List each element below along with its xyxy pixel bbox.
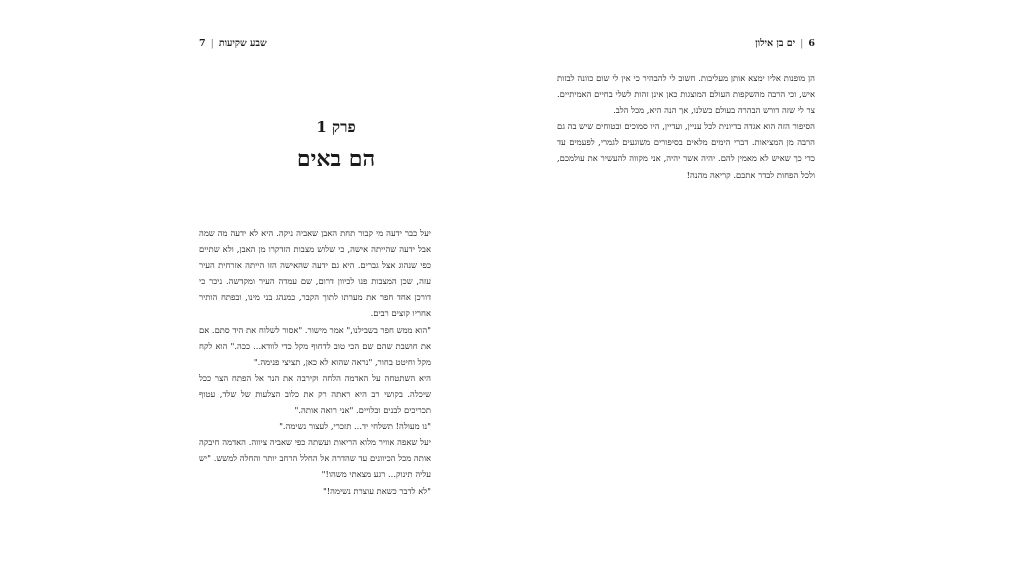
running-header-right [755,38,815,49]
paragraph: היא השתטחה על האדמה הלחה וקירבה את הנר אל הפתח הצר ככל שיכלה. בקושי רב היא ראתה רק את כלוב הצלעות של שלד, עטוף תכריכים לבנים ובלויים. "אני רואה אותה." [199,372,431,416]
paragraph: "לא לדבר כשאת עוצרת נשימה!" [322,485,431,496]
right-page [557,0,815,576]
left-page [199,0,431,576]
book-spread [157,0,867,576]
chapter-number: פרק 1 [316,118,356,136]
header-separator: | [800,38,804,49]
page-number: 7 [199,38,206,49]
running-header-title: ים בן אילון [755,38,796,49]
body-text [557,70,815,183]
paragraph: "נו מעולה! תשלחי יד... תזכרי, לעצור נשימה." [279,421,431,432]
paragraph: הן מופנות אליו ימצא אותן מעליבות. חשוב לי להבהיר כי אין לי שום כוונה לבזות איש, וכי הרבה מהשקפות העולם המוצגות כאן אינן זהות לשלי בחיים האמיתיים. צר לי שזה דורש הבהרה בעולם כשלנו, אך הנה היא, מכל הלב. [557,73,815,116]
paragraph: "הוא ממש חפר בשבילנו," אמר מישור. "אסור לשלוח את היד סתם. אם את חושבת שהם שם הכי טוב לדחוף מקל כדי לוודא... ככה." הוא לקח מקל וחיטט בחור, "נראה שהוא לא כאן, תציצי פנימה." [199,324,431,367]
body-text [199,225,431,499]
running-header-title: שבע שקיעות [218,38,267,49]
paragraph: הסיפור הזה הוא אגדה בדיונית לכל עניין, ועדיין, היו סמוכים ובטוחים שיש בה גם הרבה מן המציאות. דברי הימים מלאים בסיפורים משוגעים לגמרי, לפעמים עד כדי כך שאיש לא מאמין להם. יהיה אשר יהיה, אני מקווה להעשיר את עולמכם, ולכל הפחות לבדר אתכם. קריאה מהנה! [557,121,815,180]
page-number: 6 [808,38,815,49]
paragraph: יעל כבר ידעה מי קבור תחת האבן שאביה ניקה. היא לא ידעה מה שמה אבל ידעה שהייתה אישה, כי שלוש מצבות הזדקרו מן האבן, ולא שתיים כפי שנהוג אצל גברים. היא גם ידעה שהאישה הזו הייתה אזרחית העיר עזה, שכן המצבות פנו לכיוון דרום, שם עמדה העיר ומקדשה. ניכר כי דורכן אחד חפר את מערתו לתוך הקבר, כמנהג בני מינו, ובפתח הותיר אחריו קוצים רבים. [199,228,431,319]
header-separator: | [210,38,214,49]
running-header-left [199,38,267,49]
chapter-title: הם באים [296,146,376,172]
paragraph: יעל שאפה אוויר מלוא הריאות ועשתה כפי שאביה ציווה. האדמה חיבקה אותה מכל הכיוונים עד שהדרה אל החלל הרחב יותר והחלה למשש. "יש עליה תינוק... רגע מצאתי משהו!" [199,437,431,480]
